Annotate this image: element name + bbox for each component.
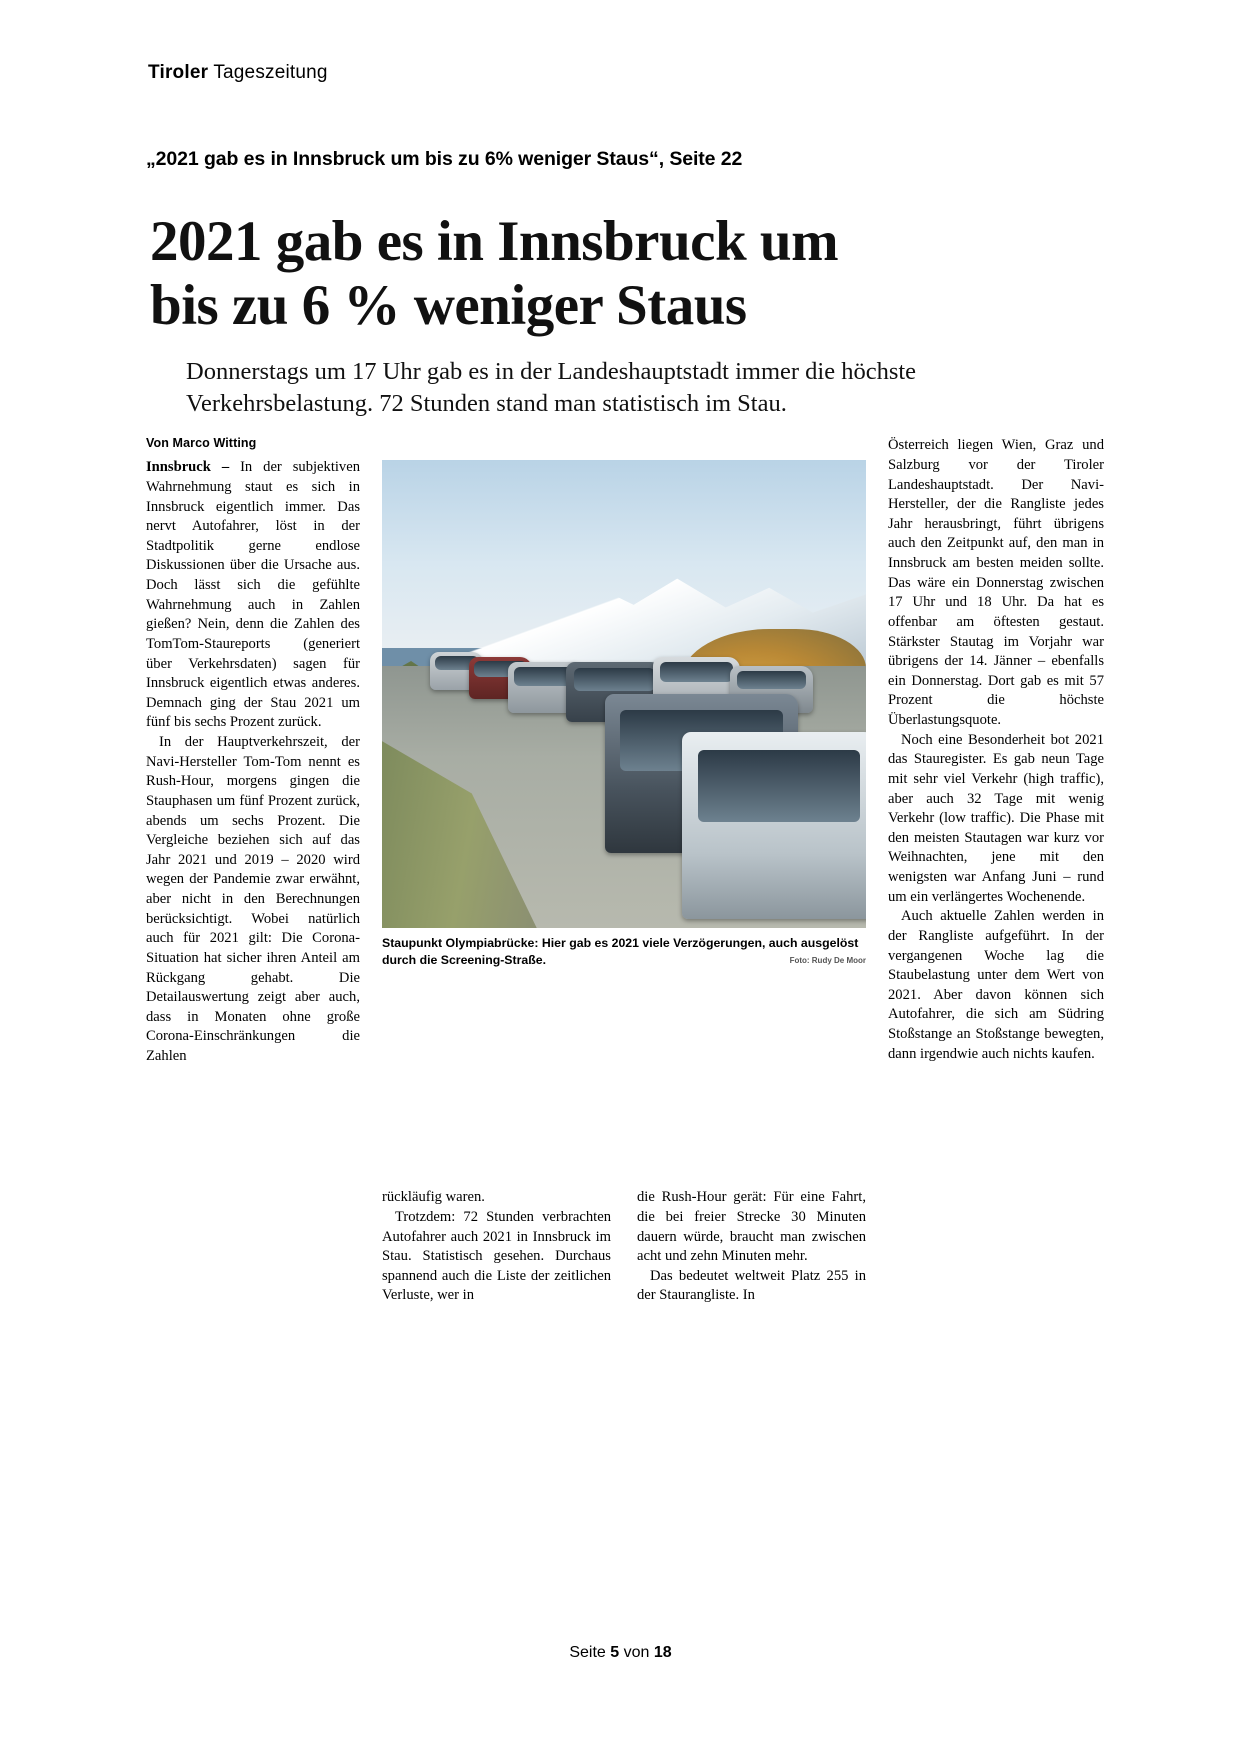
column-right	[888, 436, 1104, 1064]
footer-page-number: 5	[610, 1644, 620, 1661]
masthead-brand-rest: Tageszeitung	[208, 62, 328, 83]
masthead	[148, 62, 328, 84]
paragraph: Auch aktuelle Zahlen werden in der Rangliste aufgeführt. In der vergangenen Woche lag die Staubelastung unter dem Wert von 2021. Aber davon können sich Autofahrer, die sich am Südring Stoßstange an Stoßstange bewegten, dann irgendwie auch nichts kaufen.	[888, 908, 1104, 1062]
dateline: Innsbruck –	[146, 459, 241, 476]
figure-caption	[382, 935, 866, 967]
newspaper-clipping	[146, 210, 1104, 1304]
column-center-left-body	[382, 1188, 611, 1306]
paragraph: die Rush-Hour gerät: Für eine Fahrt, die bei freier Strecke 30 Minuten dauern würde, braucht man zwischen acht und zehn Minuten mehr.	[637, 1189, 866, 1265]
page-footer	[0, 1644, 1241, 1662]
footer-prefix: Seite	[569, 1644, 611, 1661]
paragraph: In der Hauptverkehrszeit, der Navi-Hersteller Tom-Tom nennt es Rush-Hour, morgens gingen die Stauphasen um fünf Prozent zurück, abends um sechs Prozent. Die Vergleiche beziehen sich auf das Jahr 2021 und 2019 – 2020 wird wegen der Pandemie zwar erwähnt, aber nicht in den Berechnungen berücksichtigt. Wobei natürlich auch für 2021 gilt: Die Corona-Situation hat sicher ihren Anteil am Rückgang gehabt. Die Detailauswertung zeigt aber auch, dass in Monaten ohne große Corona-Einschränkungen die Zahlen	[146, 734, 360, 1065]
figure-caption-text: Staupunkt Olympiabrücke: Hier gab es 2021 viele Verzögerungen, auch ausgelöst durch die Screening-Straße.	[382, 936, 859, 967]
column-center-right-body	[637, 1188, 866, 1306]
column-left-body	[146, 458, 360, 1066]
headline-line-1: 2021 gab es in Innsbruck um	[150, 210, 839, 273]
article-lede: Donnerstags um 17 Uhr gab es in der Landeshauptstadt immer die höchste Verkehrsbelastung. 72 Stunden stand man statistisch im Stau.	[186, 357, 917, 417]
paragraph: Trotzdem: 72 Stunden verbrachten Autofahrer auch 2021 in Innsbruck im Stau. Statistisch gesehen. Durchaus spannend auch die Liste der zeitlichen Verluste, wer in	[382, 1208, 611, 1304]
paragraph-text: In der subjektiven Wahrnehmung staut es sich in Innsbruck eigentlich immer. Das nervt Autofahrer, löst in der Stadtpolitik gerne endlose Diskussionen über die Ursache aus. Doch lässt sich die gefühlte Wahrnehmung auch in Zahlen gießen? Nein, denn die Zahlen des TomTom-Staureports (generiert über Verkehrsdaten) sagen für Innsbruck eigentlich etwas anderes. Demnach ging der Stau 2021 um fünf bis sechs Prozent zurück.	[146, 459, 360, 731]
masthead-brand-bold: Tiroler	[148, 62, 209, 83]
car-windshield	[737, 671, 806, 689]
traffic-jam-photo	[382, 460, 866, 928]
paragraph: rückläufig waren.	[382, 1189, 485, 1206]
headline-line-2: bis zu 6 % weniger Staus	[150, 273, 747, 337]
car-windshield	[574, 668, 655, 691]
columns-under-figure	[382, 1188, 866, 1306]
footer-middle: von	[619, 1644, 654, 1661]
car-windshield	[660, 662, 733, 682]
paragraph: Österreich liegen Wien, Graz und Salzburg vor der Tiroler Landeshauptstadt. Der Navi-Hersteller, der die Rangliste jedes Jahr herausbringt, führt übrigens auch den Zeitpunkt auf, den man in Innsbruck am besten meiden sollte. Das wäre ein Donnerstag zwischen 17 Uhr und 18 Uhr. Da hat es offenbar am öftesten gestaut. Stärkster Stautag im Vorjahr war übrigens der 14. Jänner – ebenfalls ein Donnerstag. Dort gab es mit 57 Prozent die höchste Überlastungsquote.	[888, 437, 1104, 729]
car-windshield	[698, 750, 861, 821]
paragraph	[146, 458, 360, 733]
paragraph: Das bedeutet weltweit Platz 255 in der Staurangliste. In	[637, 1267, 866, 1304]
article-figure	[382, 460, 866, 967]
column-right-body	[888, 436, 1104, 1064]
document-subtitle: „2021 gab es in Innsbruck um bis zu 6% weniger Staus“, Seite 22	[146, 148, 743, 170]
paragraph: Noch eine Besonderheit bot 2021 das Stauregister. Es gab neun Tage mit sehr viel Verkehr (high traffic), aber auch 32 Tage mit wenig Verkehr (low traffic). Die Phase mit den meisten Stautagen war kurz vor Weihnachten, jene mit den wenigsten war Anfang Juni – rund um ein verlängertes Wochenende.	[888, 731, 1104, 905]
article-headline	[146, 210, 1104, 338]
footer-total-pages: 18	[653, 1644, 672, 1661]
article-byline: Von Marco Witting	[146, 436, 257, 451]
column-left	[146, 436, 360, 1066]
photo-car-foreground	[682, 732, 866, 919]
figure-photo-credit: Foto: Rudy De Moor	[789, 956, 866, 966]
